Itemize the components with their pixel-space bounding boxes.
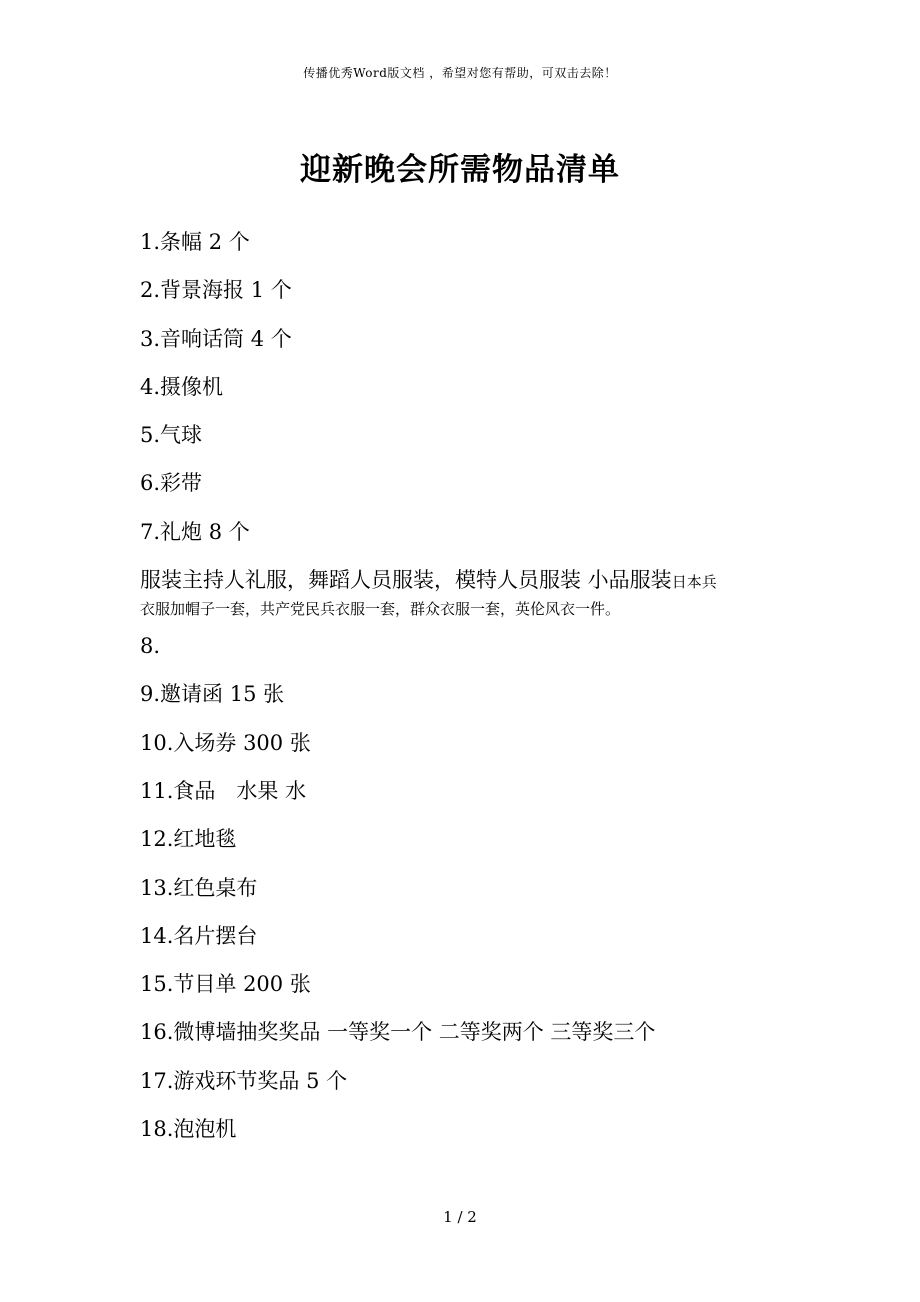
header-note: 传播优秀Word版文档 ，希望对您有帮助，可双击去除！	[303, 66, 617, 80]
list-item: 17.游戏环节奖品 5 个	[140, 1068, 348, 1093]
list-item: 5.气球	[140, 423, 203, 448]
costume-small-text: 日本兵	[671, 573, 717, 592]
list-item: 13.红色桌布	[140, 875, 258, 900]
page-number: 1 / 2	[443, 1208, 477, 1226]
list-item: 6.彩带	[140, 471, 203, 496]
list-item: 18.泡泡机	[140, 1117, 237, 1142]
list-item: 1.条幅 2 个	[140, 230, 250, 254]
list-item: 9.邀请函 15 张	[140, 682, 285, 707]
list-item: 2.背景海报 1 个	[140, 278, 292, 303]
list-item: 14.名片摆台	[140, 923, 258, 948]
document-title: 迎新晚会所需物品清单	[300, 152, 620, 188]
list-item: 3.音响话筒 4 个	[140, 326, 292, 351]
list-item: 15.节目单 200 张	[140, 972, 311, 997]
costume-main-text: 服装主持人礼服，舞蹈人员服装，模特人员服装 小品服装	[140, 568, 672, 593]
item-list	[140, 228, 800, 1163]
costume-detail-text: 衣服加帽子一套，共产党民兵衣服一套，群众衣服一套，英伦风衣一件。	[140, 600, 621, 619]
list-item: 7.礼炮 8 个	[140, 519, 250, 544]
list-item: 4.摄像机	[140, 374, 224, 399]
list-item: 8.	[140, 634, 161, 659]
list-item: 11.食品 水果 水	[140, 778, 307, 803]
costume-list-item	[140, 566, 800, 622]
list-item: 10.入场券 300 张	[140, 730, 311, 755]
list-item: 16.微博墙抽奖奖品 一等奖一个 二等奖两个 三等奖三个	[140, 1020, 656, 1045]
list-item: 12.红地毯	[140, 827, 237, 852]
